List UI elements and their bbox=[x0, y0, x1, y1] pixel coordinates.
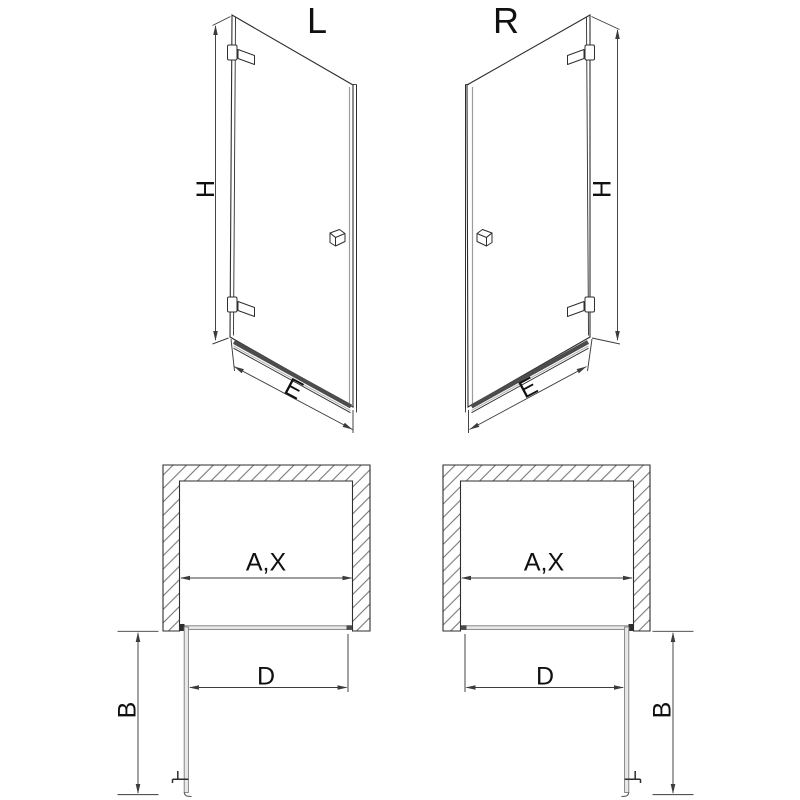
dim-label-ax-left: A,X bbox=[245, 548, 287, 577]
dim-label-d-left: D bbox=[256, 662, 276, 691]
dim-label-h-left: H bbox=[192, 179, 220, 199]
dim-label-e-right: E bbox=[514, 371, 543, 405]
plan-left bbox=[114, 465, 371, 797]
dim-label-ax-right: A,X bbox=[523, 548, 565, 577]
door-closed-plan bbox=[461, 624, 634, 631]
dim-swing-right bbox=[649, 631, 694, 794]
dim-height-left bbox=[192, 17, 231, 345]
door-closed-plan bbox=[179, 624, 352, 631]
dim-swing-left bbox=[114, 631, 159, 794]
dim-label-b-right: B bbox=[648, 701, 677, 719]
door-open-plan bbox=[173, 627, 192, 797]
dim-opening-left bbox=[180, 549, 353, 581]
dim-label-d-right: D bbox=[535, 662, 555, 691]
dim-clear-width-left bbox=[189, 634, 348, 692]
variant-label-left: L bbox=[306, 0, 328, 41]
door-open-plan bbox=[621, 627, 640, 797]
dim-height-right bbox=[589, 17, 621, 345]
dim-label-b-left: B bbox=[113, 701, 142, 719]
elevation-right bbox=[466, 0, 621, 433]
dim-clear-width-right bbox=[465, 634, 624, 692]
plan-right bbox=[443, 465, 694, 797]
dim-label-e-left: E bbox=[279, 372, 308, 406]
variant-label-right: R bbox=[493, 0, 519, 41]
dim-label-h-right: H bbox=[588, 179, 617, 199]
elevation-left bbox=[192, 0, 357, 433]
dim-opening-right bbox=[461, 549, 633, 581]
